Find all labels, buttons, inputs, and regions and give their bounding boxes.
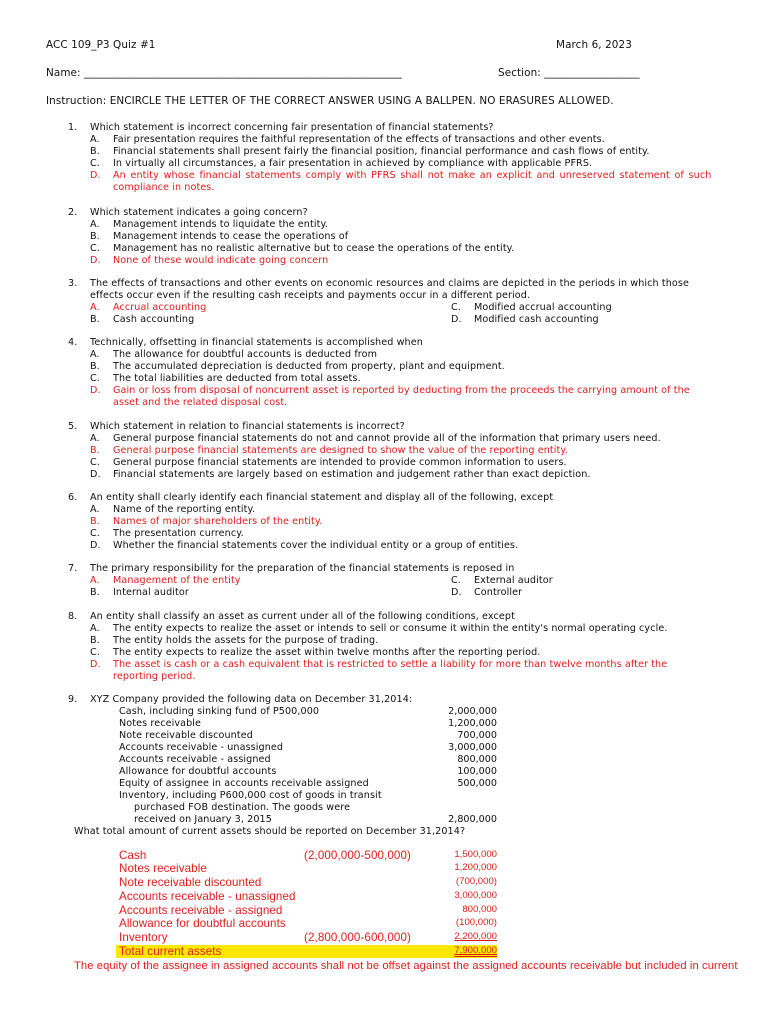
data-row-label: Allowance for doubtful accounts	[119, 766, 277, 777]
solution-label: Inventory	[119, 931, 168, 944]
choice-text: Management has no realistic alternative but to cease the operations of the entity.	[113, 243, 515, 254]
data-row-value: 2,000,000	[448, 706, 497, 717]
choice-text: Controller	[474, 587, 523, 598]
choice-text: Cash accounting	[113, 314, 195, 325]
choice-text: External auditor	[474, 575, 553, 586]
choice-letter: D.	[451, 314, 462, 325]
choice-text-answer: reporting period.	[113, 671, 196, 682]
choice-text: General purpose financial statements do not and cannot provide all of the information that primary users need.	[113, 433, 661, 444]
data-row-label: Note receivable discounted	[119, 730, 253, 741]
question-number: 7.	[68, 563, 78, 574]
choice-letter-answer: D.	[90, 659, 101, 670]
data-row-value: 500,000	[457, 778, 497, 789]
choice-text-answer: compliance in notes.	[113, 182, 215, 193]
question-number: 9.	[68, 694, 78, 705]
choice-text: Management intends to cease the operations of	[113, 231, 349, 242]
solution-value: (700,000)	[455, 876, 497, 887]
choice-letter-answer: A.	[90, 575, 100, 586]
solution-label: Allowance for doubtful accounts	[119, 917, 286, 930]
choice-letter: B.	[90, 635, 100, 646]
question-number: 6.	[68, 492, 78, 503]
choice-text: Internal auditor	[113, 587, 189, 598]
question-stem: Which statement in relation to financial statements is incorrect?	[90, 421, 405, 432]
question-stem: An entity shall clearly identify each financial statement and display all of the following, except	[90, 492, 554, 503]
question-stem: Which statement indicates a going concern?	[90, 207, 308, 218]
quiz-date: March 6, 2023	[556, 39, 632, 51]
choice-letter: B.	[90, 146, 100, 157]
choice-text: The total liabilities are deducted from total assets.	[113, 373, 361, 384]
data-row-label: Accounts receivable - assigned	[119, 754, 271, 765]
data-row-value: 1,200,000	[448, 718, 497, 729]
question-stem: Technically, offsetting in financial statements is accomplished when	[90, 337, 423, 348]
data-row-value: 100,000	[457, 766, 497, 777]
choice-letter: C.	[90, 528, 100, 539]
question-prompt: What total amount of current assets should be reported on December 31,2014?	[74, 826, 466, 837]
data-row-label: Notes receivable	[119, 718, 202, 729]
choice-text-answer: An entity whose financial statements comply with PFRS shall not make an explicit and unreserved statement of such	[113, 170, 712, 181]
choice-text-answer: General purpose financial statements are designed to show the value of the reporting entity.	[113, 445, 568, 456]
choice-letter-answer: D.	[90, 170, 101, 181]
choice-letter: A.	[90, 134, 100, 145]
choice-letter: D.	[451, 587, 462, 598]
choice-letter: B.	[90, 361, 100, 372]
quiz-title: ACC 109_P3 Quiz #1	[46, 39, 156, 51]
solution-value: 1,200,000	[454, 862, 497, 873]
choice-text: The entity holds the assets for the purpose of trading.	[113, 635, 379, 646]
choice-text-answer: Management of the entity	[113, 575, 241, 586]
choice-text: Modified cash accounting	[474, 314, 599, 325]
choice-letter: C.	[90, 647, 100, 658]
question-stem: The effects of transactions and other events on economic resources and claims are depicted in the periods in which those	[90, 278, 689, 289]
solution-value: 2,200,000	[454, 931, 497, 942]
choice-letter: D.	[90, 469, 101, 480]
question-stem: effects occur even if the resulting cash receipts and payments occur in a different period.	[90, 290, 531, 301]
solution-value: 800,000	[462, 904, 497, 915]
data-row-label: Accounts receivable - unassigned	[119, 742, 284, 753]
choice-letter: C.	[451, 575, 461, 586]
question-stem: The primary responsibility for the preparation of the financial statements is reposed in	[90, 563, 515, 574]
question-stem: An entity shall classify an asset as current under all of the following conditions, except	[90, 611, 515, 622]
question-number: 4.	[68, 337, 78, 348]
data-row-value: 700,000	[457, 730, 497, 741]
choice-letter: B.	[90, 587, 100, 598]
choice-text-answer: Accrual accounting	[113, 302, 207, 313]
choice-text: Name of the reporting entity.	[113, 504, 256, 515]
choice-letter: C.	[90, 158, 100, 169]
inventory-label: purchased FOB destination. The goods were	[134, 802, 351, 813]
choice-text: Management intends to liquidate the entity.	[113, 219, 329, 230]
choice-letter: A.	[90, 504, 100, 515]
choice-text: Fair presentation requires the faithful representation of the effects of transactions and other events.	[113, 134, 605, 145]
choice-text: The entity expects to realize the asset within twelve months after the reporting period.	[113, 647, 541, 658]
solution-total-value: 7,900,000	[454, 945, 497, 956]
choice-text-answer: None of these would indicate going concern	[113, 255, 329, 266]
question-stem: Which statement is incorrect concerning fair presentation of financial statements?	[90, 122, 494, 133]
solution-label: Accounts receivable - unassigned	[119, 890, 296, 903]
name-field: Name: ____________________________________________________________	[46, 67, 402, 79]
question-stem: XYZ Company provided the following data on December 31,2014:	[90, 694, 413, 705]
solution-calc: (2,800,000-600,000)	[304, 931, 411, 944]
solution-value: 3,000,000	[454, 890, 497, 901]
choice-text: Financial statements shall present fairly the financial position, financial performance and cash flows of entity.	[113, 146, 650, 157]
choice-text-answer: Gain or loss from disposal of noncurrent asset is reported by deducting from the proceeds the carrying amount of the	[113, 385, 690, 396]
instruction: Instruction: ENCIRCLE THE LETTER OF THE CORRECT ANSWER USING A BALLPEN. NO ERASURES ALLOWED.	[46, 95, 614, 107]
question-number: 2.	[68, 207, 78, 218]
choice-letter: A.	[90, 433, 100, 444]
question-number: 5.	[68, 421, 78, 432]
question-number: 1.	[68, 122, 78, 133]
choice-letter-answer: B.	[90, 516, 100, 527]
choice-text: General purpose financial statements are intended to provide common information to users.	[113, 457, 567, 468]
data-row-value: 800,000	[457, 754, 497, 765]
choice-letter-answer: A.	[90, 302, 100, 313]
choice-text: The allowance for doubtful accounts is deducted from	[113, 349, 378, 360]
choice-letter-answer: B.	[90, 445, 100, 456]
choice-letter: A.	[90, 219, 100, 230]
choice-letter: C.	[90, 373, 100, 384]
choice-letter: C.	[90, 243, 100, 254]
inventory-label: Inventory, including P600,000 cost of goods in transit	[119, 790, 382, 801]
choice-text: The accumulated depreciation is deducted from property, plant and equipment.	[113, 361, 505, 372]
solution-note: The equity of the assignee in assigned accounts shall not be offset against the assigned accounts receivable but included in current	[74, 960, 738, 972]
choice-letter: A.	[90, 349, 100, 360]
choice-text-answer: The asset is cash or a cash equivalent that is restricted to settle a liability for more than twelve months after the	[113, 659, 668, 670]
choice-text: Modified accrual accounting	[474, 302, 612, 313]
solution-label: Notes receivable	[119, 862, 207, 875]
choice-text-answer: Names of major shareholders of the entity.	[113, 516, 323, 527]
choice-letter: B.	[90, 314, 100, 325]
choice-text-answer: asset and the related disposal cost.	[113, 397, 288, 408]
question-number: 8.	[68, 611, 78, 622]
choice-text: The entity expects to realize the asset or intends to sell or consume it within the entity's normal operating cycle.	[113, 623, 668, 634]
data-row-label: Cash, including sinking fund of P500,000	[119, 706, 320, 717]
inventory-label: received on January 3, 2015	[134, 814, 272, 825]
solution-label: Cash	[119, 849, 147, 862]
choice-text: In virtually all circumstances, a fair presentation in achieved by compliance with applicable PFRS.	[113, 158, 593, 169]
choice-letter-answer: D.	[90, 255, 101, 266]
data-row-value: 3,000,000	[448, 742, 497, 753]
choice-letter: C.	[90, 457, 100, 468]
choice-text: Whether the financial statements cover the individual entity or a group of entities.	[113, 540, 519, 551]
choice-letter: A.	[90, 623, 100, 634]
choice-letter: D.	[90, 540, 101, 551]
solution-label: Note receivable discounted	[119, 876, 262, 889]
inventory-value: 2,800,000	[448, 814, 497, 825]
choice-text: Financial statements are largely based on estimation and judgement rather than exact depiction.	[113, 469, 591, 480]
solution-value: 1,500,000	[454, 849, 497, 860]
choice-letter: B.	[90, 231, 100, 242]
data-row-label: Equity of assignee in accounts receivable assigned	[119, 778, 369, 789]
section-field: Section: __________________	[498, 67, 640, 79]
question-number: 3.	[68, 278, 78, 289]
solution-value: (100,000)	[455, 917, 497, 928]
choice-letter: C.	[451, 302, 461, 313]
choice-letter-answer: D.	[90, 385, 101, 396]
solution-label: Accounts receivable - assigned	[119, 904, 283, 917]
solution-total-label: Total current assets	[119, 945, 222, 958]
choice-text: The presentation currency.	[113, 528, 244, 539]
solution-calc: (2,000,000-500,000)	[304, 849, 411, 862]
